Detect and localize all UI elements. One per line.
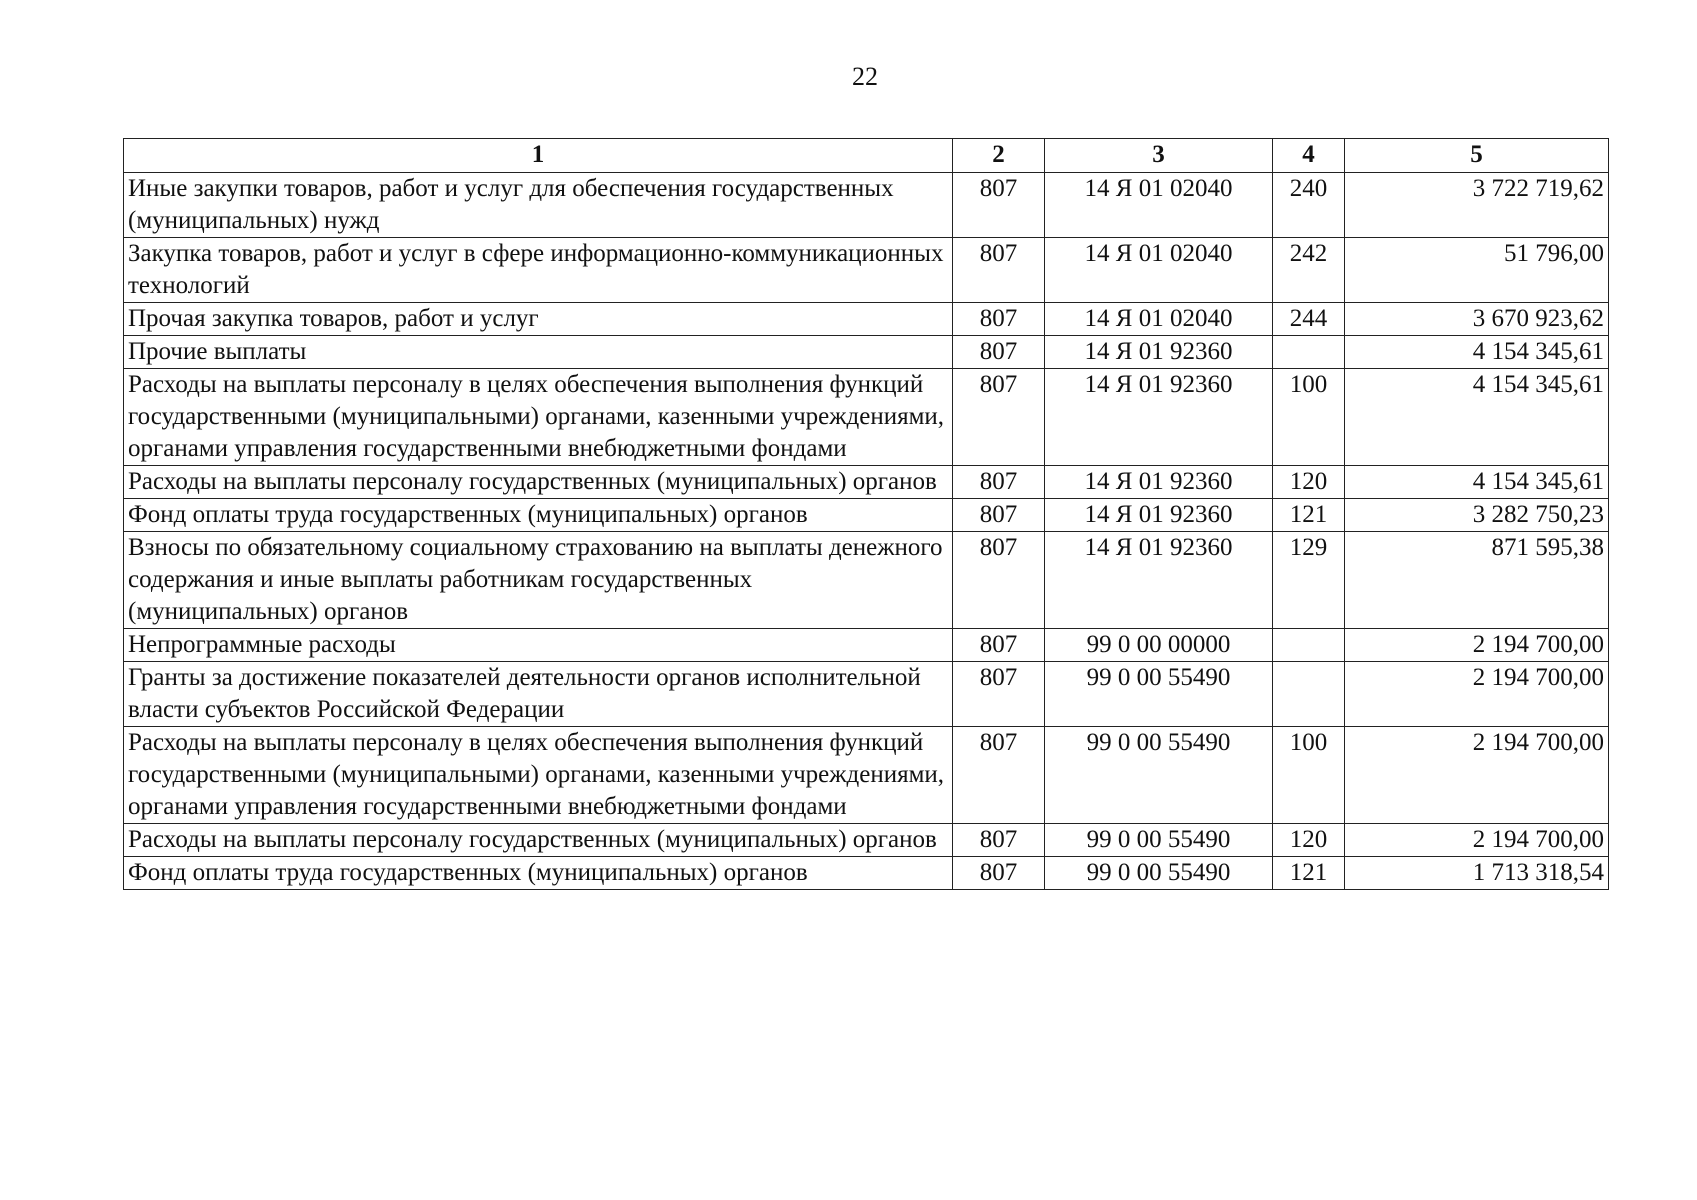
row-amount: 2 194 700,00: [1345, 824, 1609, 857]
budget-table: [123, 138, 1609, 890]
row-expense-type: 120: [1273, 466, 1345, 499]
table-row: [124, 336, 1609, 369]
row-target-article: 14 Я 01 92360: [1045, 369, 1273, 466]
row-expense-type: 120: [1273, 824, 1345, 857]
row-target-article: 14 Я 01 92360: [1045, 336, 1273, 369]
table-row: [124, 662, 1609, 727]
row-target-article: 99 0 00 55490: [1045, 824, 1273, 857]
row-target-article: 14 Я 01 02040: [1045, 303, 1273, 336]
row-amount: 3 722 719,62: [1345, 173, 1609, 238]
row-name: Прочие выплаты: [124, 336, 953, 369]
row-amount: 871 595,38: [1345, 532, 1609, 629]
row-expense-type: 240: [1273, 173, 1345, 238]
row-expense-type: [1273, 629, 1345, 662]
row-name: Взносы по обязательному социальному страхованию на выплаты денежного содержания и иные выплаты работникам государственных (муниципальных) органов: [124, 532, 953, 629]
table-row: [124, 629, 1609, 662]
row-ved-code: 807: [953, 499, 1045, 532]
column-header-5: 5: [1345, 139, 1609, 173]
row-name: Иные закупки товаров, работ и услуг для обеспечения государственных (муниципальных) нужд: [124, 173, 953, 238]
row-amount: 4 154 345,61: [1345, 336, 1609, 369]
table-row: [124, 369, 1609, 466]
row-name: Закупка товаров, работ и услуг в сфере информационно-коммуникационных технологий: [124, 238, 953, 303]
row-name: Расходы на выплаты персоналу в целях обеспечения выполнения функций государственными (муниципальными) органами, казенными учреждениями, органами управления государственными внебюджетными фондами: [124, 727, 953, 824]
row-target-article: 14 Я 01 92360: [1045, 532, 1273, 629]
row-name: Фонд оплаты труда государственных (муниципальных) органов: [124, 857, 953, 890]
table-row: [124, 824, 1609, 857]
row-ved-code: 807: [953, 336, 1045, 369]
table-header-row: [124, 139, 1609, 173]
row-name: Прочая закупка товаров, работ и услуг: [124, 303, 953, 336]
row-amount: 4 154 345,61: [1345, 466, 1609, 499]
row-name: Фонд оплаты труда государственных (муниципальных) органов: [124, 499, 953, 532]
table-row: [124, 466, 1609, 499]
row-ved-code: 807: [953, 466, 1045, 499]
table-row: [124, 238, 1609, 303]
row-expense-type: 129: [1273, 532, 1345, 629]
row-expense-type: [1273, 662, 1345, 727]
row-target-article: 99 0 00 55490: [1045, 662, 1273, 727]
row-amount: 2 194 700,00: [1345, 727, 1609, 824]
row-name: Расходы на выплаты персоналу государственных (муниципальных) органов: [124, 824, 953, 857]
row-expense-type: 100: [1273, 727, 1345, 824]
row-ved-code: 807: [953, 662, 1045, 727]
row-amount: 51 796,00: [1345, 238, 1609, 303]
table-row: [124, 532, 1609, 629]
table-row: [124, 727, 1609, 824]
row-ved-code: 807: [953, 824, 1045, 857]
row-target-article: 14 Я 01 02040: [1045, 173, 1273, 238]
row-target-article: 99 0 00 55490: [1045, 727, 1273, 824]
row-target-article: 14 Я 01 92360: [1045, 466, 1273, 499]
row-ved-code: 807: [953, 369, 1045, 466]
row-name: Расходы на выплаты персоналу государственных (муниципальных) органов: [124, 466, 953, 499]
table-row: [124, 173, 1609, 238]
page-number: 22: [852, 62, 878, 91]
table-row: [124, 857, 1609, 890]
row-ved-code: 807: [953, 532, 1045, 629]
row-amount: 2 194 700,00: [1345, 629, 1609, 662]
row-ved-code: 807: [953, 303, 1045, 336]
column-header-4: 4: [1273, 139, 1345, 173]
row-name: Расходы на выплаты персоналу в целях обеспечения выполнения функций государственными (муниципальными) органами, казенными учреждениями, органами управления государственными внебюджетными фондами: [124, 369, 953, 466]
row-name: Гранты за достижение показателей деятельности органов исполнительной власти субъектов Российской Федерации: [124, 662, 953, 727]
table-row: [124, 499, 1609, 532]
table-body: [124, 173, 1609, 890]
row-amount: 1 713 318,54: [1345, 857, 1609, 890]
row-expense-type: 244: [1273, 303, 1345, 336]
row-target-article: 14 Я 01 92360: [1045, 499, 1273, 532]
row-expense-type: 121: [1273, 499, 1345, 532]
row-amount: 3 670 923,62: [1345, 303, 1609, 336]
row-expense-type: 121: [1273, 857, 1345, 890]
row-amount: 2 194 700,00: [1345, 662, 1609, 727]
row-ved-code: 807: [953, 857, 1045, 890]
row-amount: 3 282 750,23: [1345, 499, 1609, 532]
row-name: Непрограммные расходы: [124, 629, 953, 662]
row-amount: 4 154 345,61: [1345, 369, 1609, 466]
row-target-article: 99 0 00 55490: [1045, 857, 1273, 890]
column-header-2: 2: [953, 139, 1045, 173]
row-ved-code: 807: [953, 238, 1045, 303]
column-header-1: 1: [124, 139, 953, 173]
row-ved-code: 807: [953, 727, 1045, 824]
table-row: [124, 303, 1609, 336]
row-expense-type: 242: [1273, 238, 1345, 303]
row-ved-code: 807: [953, 629, 1045, 662]
row-expense-type: [1273, 336, 1345, 369]
row-expense-type: 100: [1273, 369, 1345, 466]
row-target-article: 14 Я 01 02040: [1045, 238, 1273, 303]
row-target-article: 99 0 00 00000: [1045, 629, 1273, 662]
row-ved-code: 807: [953, 173, 1045, 238]
column-header-3: 3: [1045, 139, 1273, 173]
